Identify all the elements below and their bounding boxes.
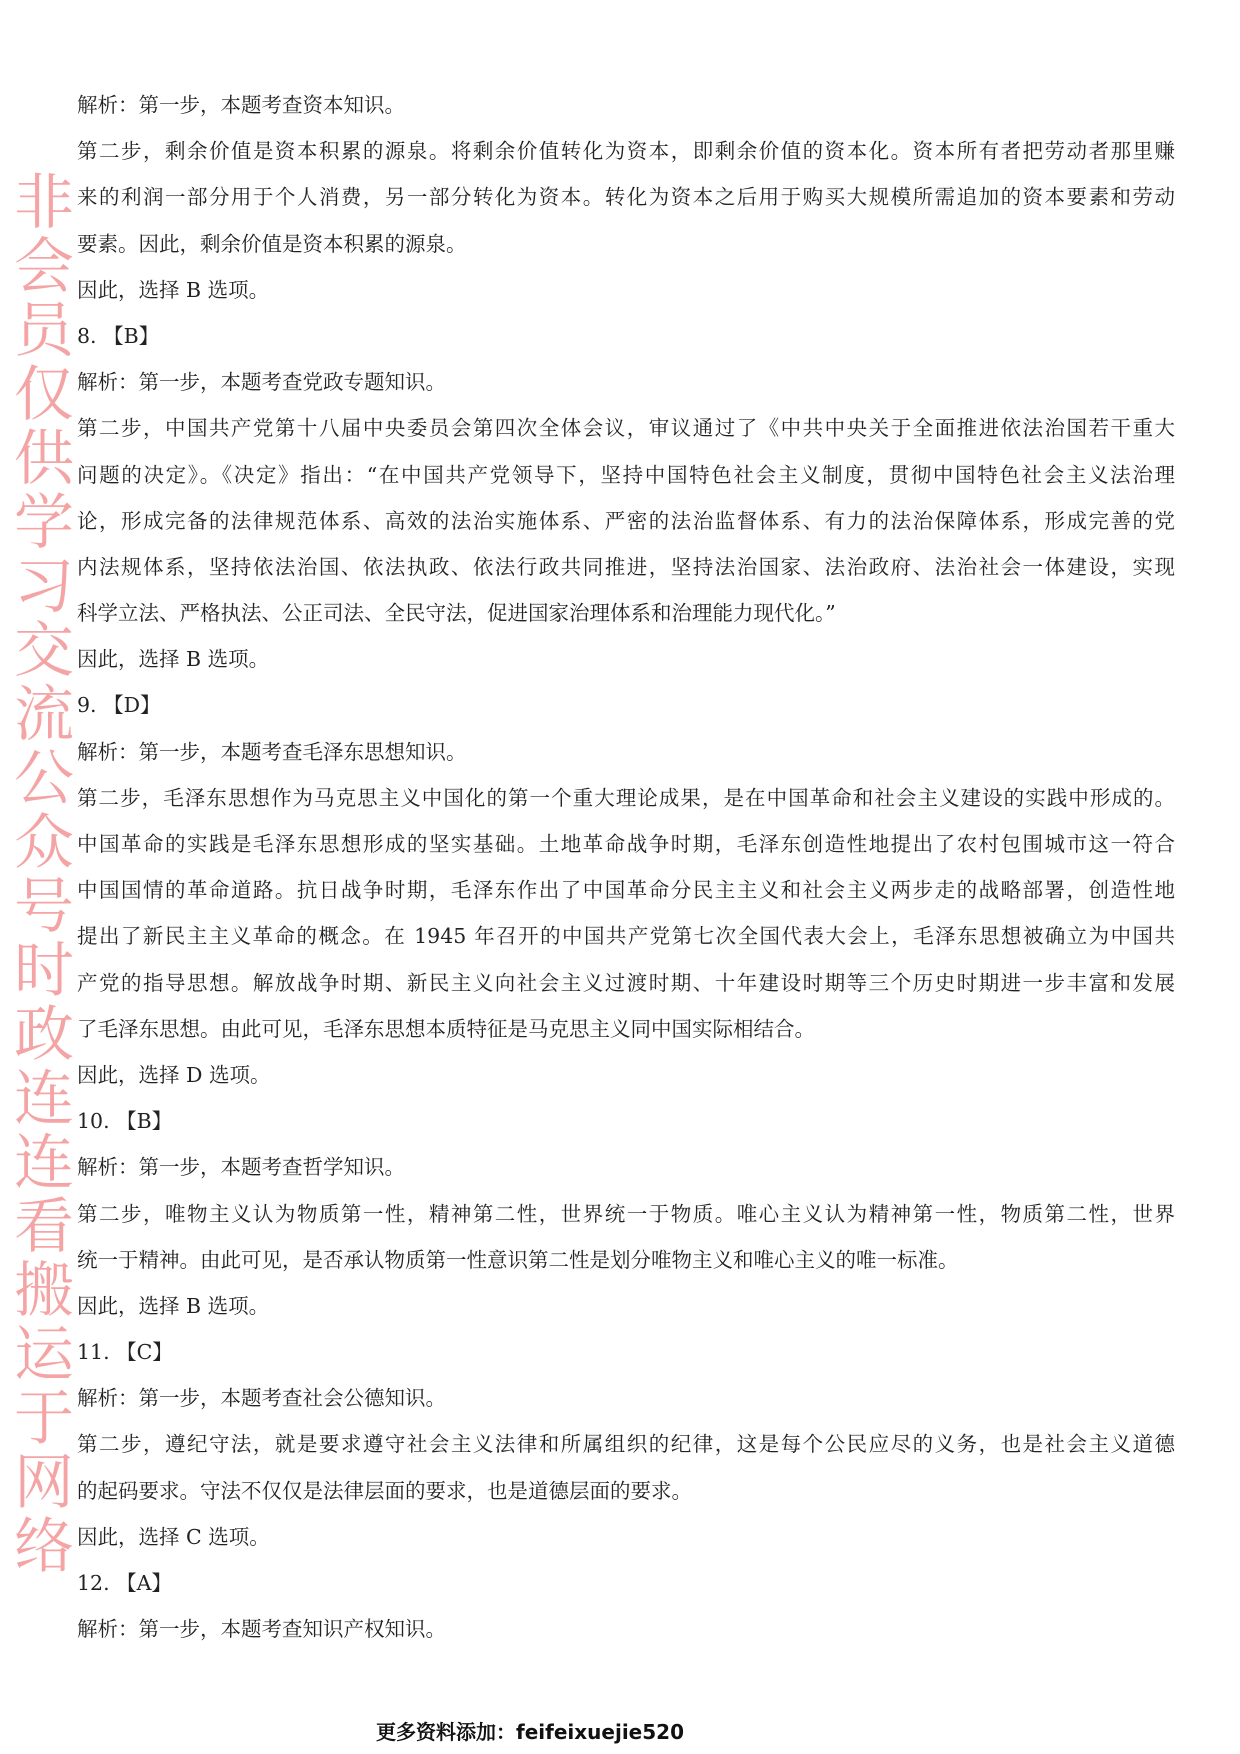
text-line: 产党的指导思想。解放战争时期、新民主义向社会主义过渡时期、十年建设时期等三个历史时期进一步丰富和发展 xyxy=(77,970,1175,995)
text-line: 论，形成完备的法律规范体系、高效的法治实施体系、严密的法治监督体系、有力的法治保障体系，形成完善的党 xyxy=(77,508,1175,533)
text-line: 因此，选择 C 选项。 xyxy=(77,1524,270,1549)
text-line: 因此，选择 D 选项。 xyxy=(77,1062,271,1087)
text-line: 来的利润一部分用于个人消费，另一部分转化为资本。转化为资本之后用于购买大规模所需追加的资本要素和劳动 xyxy=(77,185,1175,210)
watermark: 非会员仅供学习交流公众号时政连连看搬运于网络 xyxy=(4,170,74,1578)
text-line: 第二步，毛泽东思想作为马克思主义中国化的第一个重大理论成果，是在中国革命和社会主义建设的实践中形成的。 xyxy=(77,785,1175,810)
text-line: 解析：第一步，本题考查毛泽东思想知识。 xyxy=(77,739,467,764)
text-line: 解析：第一步，本题考查哲学知识。 xyxy=(77,1155,405,1180)
text-line: 了毛泽东思想。由此可见，毛泽东思想本质特征是马克思主义同中国实际相结合。 xyxy=(77,1016,815,1041)
text-line: 解析：第一步，本题考查资本知识。 xyxy=(77,93,405,117)
text-line: 10. 【B】 xyxy=(77,1109,173,1134)
text-line: 因此，选择 B 选项。 xyxy=(77,647,270,672)
text-line: 中国国情的革命道路。抗日战争时期，毛泽东作出了中国革命分民主主义和社会主义两步走的战略部署，创造性地 xyxy=(77,878,1175,903)
text-line: 第二步，剩余价值是资本积累的源泉。将剩余价值转化为资本，即剩余价值的资本化。资本所有者把劳动者那里赚 xyxy=(77,139,1175,164)
text-line: 解析：第一步，本题考查社会公德知识。 xyxy=(77,1386,446,1411)
text-line: 因此，选择 B 选项。 xyxy=(77,277,270,302)
text-line: 11. 【C】 xyxy=(77,1340,173,1365)
text-line: 解析：第一步，本题考查知识产权知识。 xyxy=(77,1617,446,1642)
text-line: 第二步，唯物主义认为物质第一性，精神第二性，世界统一于物质。唯心主义认为精神第一性，物质第二性，世界 xyxy=(77,1201,1175,1226)
text-line: 9. 【D】 xyxy=(77,693,161,718)
text-line: 8. 【B】 xyxy=(77,323,160,348)
text-line: 解析：第一步，本题考查党政专题知识。 xyxy=(77,370,446,395)
text-line: 12. 【A】 xyxy=(77,1571,172,1595)
text-line: 提出了新民主主义革命的概念。在 1945 年召开的中国共产党第七次全国代表大会上，毛泽东思想被确立为中国共 xyxy=(77,924,1175,949)
text-line: 第二步，中国共产党第十八届中央委员会第四次全体会议，审议通过了《中共中央关于全面推进依法治国若干重大 xyxy=(77,416,1175,441)
text-line: 第二步，遵纪守法，就是要求遵守社会主义法律和所属组织的纪律，这是每个公民应尽的义务，也是社会主义道德 xyxy=(77,1432,1175,1457)
footer-contact: 更多资料添加：feifeixuejie520 xyxy=(376,1720,684,1744)
text-line: 内法规体系，坚持依法治国、依法执政、依法行政共同推进，坚持法治国家、法治政府、法治社会一体建设，实现 xyxy=(77,554,1175,579)
text-line: 要素。因此，剩余价值是资本积累的源泉。 xyxy=(77,231,467,256)
document-body xyxy=(77,82,1175,1652)
text-line: 统一于精神。由此可见，是否承认物质第一性意识第二性是划分唯物主义和唯心主义的唯一标准。 xyxy=(77,1247,959,1272)
text-line: 因此，选择 B 选项。 xyxy=(77,1293,270,1318)
text-line: 问题的决定》。《决定》指出：“在中国共产党领导下，坚持中国特色社会主义制度，贯彻中国特色社会主义法治理 xyxy=(77,462,1175,487)
text-line: 的起码要求。守法不仅仅是法律层面的要求，也是道德层面的要求。 xyxy=(77,1478,692,1503)
text-line: 中国革命的实践是毛泽东思想形成的坚实基础。土地革命战争时期，毛泽东创造性地提出了农村包围城市这一符合 xyxy=(77,832,1175,856)
text-line: 科学立法、严格执法、公正司法、全民守法，促进国家治理体系和治理能力现代化。” xyxy=(77,601,836,626)
